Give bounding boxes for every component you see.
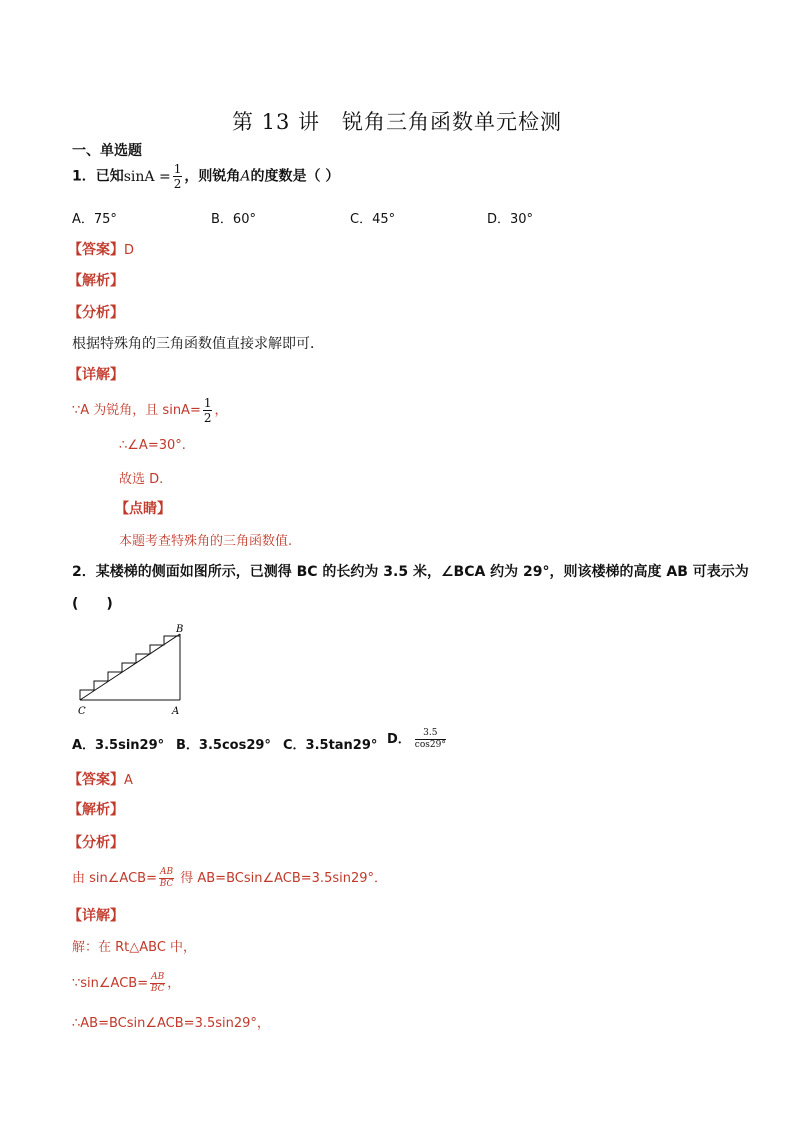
q1-option-c[interactable]: C．45° <box>350 212 396 227</box>
section-heading: 一、单选题 <box>72 143 142 159</box>
q1-dianjing-label: 【点睛】 <box>115 501 171 517</box>
q2-option-a[interactable]: A．3.5sin29° <box>72 738 165 753</box>
q1-option-b[interactable]: B．60° <box>211 212 256 227</box>
figure-hypotenuse <box>80 634 180 700</box>
q1-option-d[interactable]: D．30° <box>487 212 534 227</box>
q1-fraction: $\frac{1}{2}$ <box>173 162 182 191</box>
q1-stem: 1．已知sinA = $\frac{1}{2}$ ，则锐角A的度数是（ ） <box>72 162 340 191</box>
q1-detail-line3: 故选 D. <box>119 472 164 487</box>
q2-stem-line1: 2．某楼梯的侧面如图所示，已测得 BC 的长约为 3.5 米，∠BCA 约为 29°，则该楼梯的高度 AB 可表示为 <box>72 564 749 580</box>
q1-detail-label: 【详解】 <box>68 367 124 383</box>
q1-option-a[interactable]: A．75° <box>72 212 117 227</box>
q2-analysis-label: 【解析】 <box>68 802 124 818</box>
q2-detail-line1: 解：在 Rt△ABC 中， <box>72 940 197 955</box>
q1-fenxi-label: 【分析】 <box>68 305 124 321</box>
figure-label-c: C <box>78 706 86 717</box>
q2-detail-label: 【详解】 <box>68 908 124 924</box>
q1-detail-line2: ∴∠A=30°. <box>119 438 186 453</box>
q1-fenxi-text: 根据特殊角的三角函数值直接求解即可． <box>72 336 324 352</box>
q2-fenxi-text: 由 sin∠ACB= $\frac{AB}{BC}$ 得 AB=BCsin∠ACB=3.5sin29°． <box>72 867 388 889</box>
q2-answer: 【答案】A <box>68 772 133 788</box>
figure-label-a: A <box>172 706 180 717</box>
q1-answer: 【答案】D <box>68 242 135 258</box>
q1-prefix: 1．已知 <box>72 168 124 185</box>
staircase-figure <box>72 622 192 718</box>
page-title: 第 13 讲 锐角三角函数单元检测 <box>231 110 563 134</box>
q1-detail-line1: ∵A 为锐角，且 sinA= $\frac{1}{2}$ ， <box>72 396 228 425</box>
q2-fenxi-fraction: $\frac{AB}{BC}$ <box>159 867 174 889</box>
q2-option-b[interactable]: B．3.5cos29° <box>176 738 271 753</box>
q1-analysis-label: 【解析】 <box>68 273 124 289</box>
q2-option-c[interactable]: C．3.5tan29° <box>283 738 378 753</box>
figure-label-b: B <box>176 624 184 635</box>
q2-detail-line3: ∴AB=BCsin∠ACB=3.5sin29°， <box>72 1016 270 1031</box>
q1-condition: sinA = $\frac{1}{2}$ <box>123 162 182 191</box>
q2-detail-fraction: $\frac{AB}{BC}$ <box>150 972 165 994</box>
q2-option-d[interactable]: D． $\frac{3.5}{\cos 29^\circ}$ <box>387 728 446 750</box>
q1-dianjing-text: 本题考查特殊角的三角函数值. <box>119 534 293 549</box>
q1-detail-fraction: $\frac{1}{2}$ <box>203 396 212 425</box>
q2-fenxi-label: 【分析】 <box>68 835 124 851</box>
q2-detail-line2: ∵sin∠ACB= $\frac{AB}{BC}$ ， <box>72 972 181 994</box>
q2-option-d-fraction: $\frac{3.5}{\cos 29^\circ}$ <box>414 728 446 750</box>
q2-stem-line2: ( ) <box>72 596 113 612</box>
